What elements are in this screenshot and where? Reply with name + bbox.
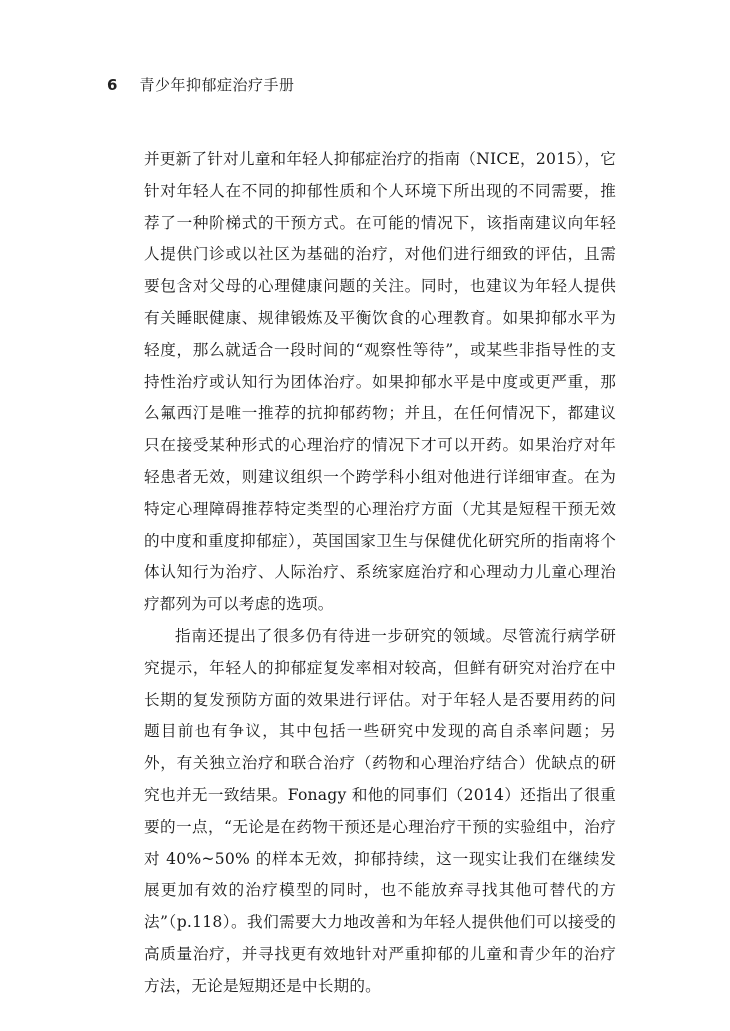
book-title: 青少年抑郁症治疗手册 <box>139 76 295 94</box>
body-text <box>144 144 616 1003</box>
running-header <box>107 74 294 98</box>
paragraph: 指南还提出了很多仍有待进一步研究的领域。尽管流行病学研究提示，年轻人的抑郁症复发率相对较高，但鲜有研究对治疗在中长期的复发预防方面的效果进行评估。对于年轻人是否要用药的问题目前也有争议，其中包括一些研究中发现的高自杀率问题；另外，有关独立治疗和联合治疗（药物和心理治疗结合）优缺点的研究也并无一致结果。Fonagy 和他的同事们（2014）还指出了很重要的一点，“无论是在药物干预还是心理治疗干预的实验组中，治疗对 40%~50% 的样本无效，抑郁持续，这一现实让我们在继续发展更加有效的治疗模型的同时，也不能放弃寻找其他可替代的方法”（p.118）。我们需要大力地改善和为年轻人提供他们可以接受的高质量治疗，并寻找更有效地针对严重抑郁的儿童和青少年的治疗方法，无论是短期还是中长期的。 <box>144 626 616 995</box>
page-number: 6 <box>107 76 118 94</box>
paragraph-continued: 并更新了针对儿童和年轻人抑郁症治疗的指南（NICE，2015），它针对年轻人在不同的抑郁性质和个人环境下所出现的不同需要，推荐了一种阶梯式的干预方式。在可能的情况下，该指南建议向年轻人提供门诊或以社区为基础的治疗，对他们进行细致的评估，且需要包含对父母的心理健康问题的关注。同时，也建议为年轻人提供有关睡眠健康、规律锻炼及平衡饮食的心理教育。如果抑郁水平为轻度，那么就适合一段时间的“观察性等待”，或某些非指导性的支持性治疗或认知行为团体治疗。如果抑郁水平是中度或更严重，那么氟西汀是唯一推荐的抗抑郁药物；并且，在任何情况下，都建议只在接受某种形式的心理治疗的情况下才可以开药。如果治疗对年轻患者无效，则建议组织一个跨学科小组对他进行详细审查。在为特定心理障碍推荐特定类型的心理治疗方面（尤其是短程干预无效的中度和重度抑郁症），英国国家卫生与保健优化研究所的指南将个体认知行为治疗、人际治疗、系统家庭治疗和心理动力儿童心理治疗都列为可以考虑的选项。 <box>144 150 616 614</box>
